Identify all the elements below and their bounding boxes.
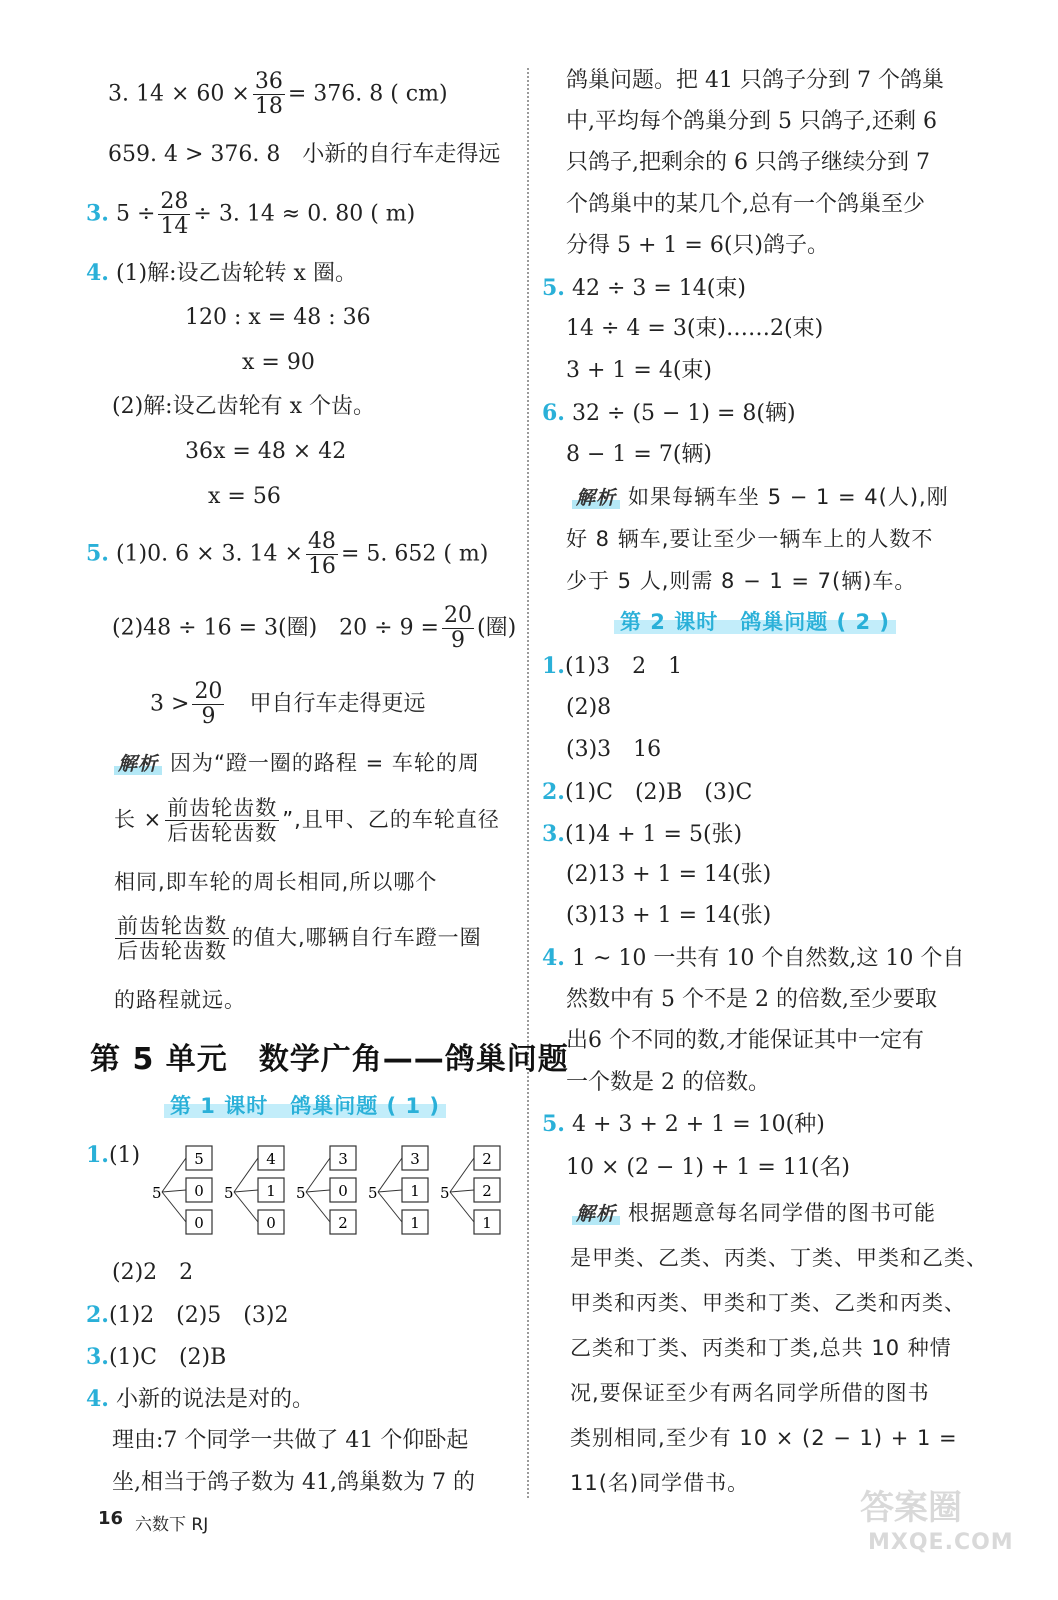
tree-branch xyxy=(234,1192,258,1222)
analysis-note: 是甲类、乙类、丙类、丁类、甲类和乙类、 xyxy=(570,1246,988,1270)
question-1: 1.(1)3 2 1 xyxy=(542,653,683,679)
tree-root-label: 5 xyxy=(296,1184,306,1202)
equation: 8 − 1 = 7(辆) xyxy=(566,442,712,467)
tree-branch xyxy=(450,1190,474,1192)
answer-line: 坐,相当于鸽子数为 41,鸽巢数为 7 的 xyxy=(112,1470,475,1495)
analysis-note: 解析 根据题意每名同学借的图书可能 xyxy=(576,1198,936,1229)
equation: 120 : x = 48 : 36 xyxy=(185,305,371,330)
tree-branch xyxy=(378,1192,402,1222)
answer-line: (2)解:设乙齿轮有 x 个齿。 xyxy=(112,394,375,419)
question-5: 5. 42 ÷ 3 = 14(束) xyxy=(542,275,746,301)
answer-line: 个鸽巢中的某几个,总有一个鸽巢至少 xyxy=(566,192,925,217)
lesson-heading: 第 2 课时 鸽巢问题 ( 2 ) xyxy=(620,606,890,636)
equation: 10 × (2 − 1) + 1 = 11(名) xyxy=(566,1155,850,1180)
column-divider xyxy=(527,68,529,1498)
analysis-note: 11(名)同学借书。 xyxy=(570,1471,750,1495)
tree-branch xyxy=(162,1158,186,1192)
analysis-note: 少于 5 人,则需 8 − 1 = 7(辆)车。 xyxy=(566,569,917,593)
tree-branch xyxy=(450,1192,474,1222)
answer-line: 只鸽子,把剩余的 6 只鸽子继续分到 7 xyxy=(566,150,930,175)
nest-count: 0 xyxy=(338,1182,348,1200)
nest-count: 0 xyxy=(266,1214,276,1232)
analysis-note: 的路程就远。 xyxy=(114,988,246,1012)
nest-count: 4 xyxy=(266,1150,276,1168)
tree-branch xyxy=(162,1192,186,1222)
question-6: 6. 32 ÷ (5 − 1) = 8(辆) xyxy=(542,400,796,426)
nest-count: 2 xyxy=(338,1214,348,1232)
book-label: 六数下 RJ xyxy=(135,1515,209,1535)
analysis-note: 解析 如果每辆车坐 5 − 1 = 4(人),刚 xyxy=(576,482,949,513)
question-3: 3.(1)4 + 1 = 5(张) xyxy=(542,821,743,847)
section-question-4: 4. 小新的说法是对的。 xyxy=(86,1386,314,1412)
nest-count: 5 xyxy=(194,1150,204,1168)
equation: (2)13 + 1 = 14(张) xyxy=(566,862,772,887)
equation: 36x = 48 × 42 xyxy=(185,439,347,464)
analysis-note: 长 × $\frac{\text{前齿轮齿数}}{\text{后齿轮齿数}}$ ”,且甲、乙的车轮直径 xyxy=(114,796,500,845)
page-number: 16 xyxy=(98,1508,124,1529)
analysis-note: 甲类和丙类、甲类和丁类、乙类和丙类、 xyxy=(570,1291,966,1315)
equation: 3 + 1 = 4(束) xyxy=(566,358,712,383)
tree-branch xyxy=(234,1190,258,1192)
tree-branch xyxy=(378,1158,402,1192)
answer-line: 理由:7 个同学一共做了 41 个仰卧起 xyxy=(112,1428,469,1453)
equation: x = 90 xyxy=(242,350,315,375)
analysis-note: 好 8 辆车,要让至少一辆车上的人数不 xyxy=(566,527,934,551)
analysis-note: 相同,即车轮的周长相同,所以哪个 xyxy=(114,870,438,894)
analysis-note: 乙类和丁类、丙类和丁类,总共 10 种情 xyxy=(570,1336,952,1360)
nest-count: 1 xyxy=(482,1214,492,1232)
answer-line: 3. 14 × 60 × $\frac{36}{18}$ = 376. 8 ( cm) xyxy=(108,69,448,119)
nest-count: 1 xyxy=(410,1182,420,1200)
tree-branch xyxy=(450,1158,474,1192)
nest-count: 1 xyxy=(266,1182,276,1200)
question-4: 4. (1)解:设乙齿轮转 x 圈。 xyxy=(86,260,357,286)
question-2: 2.(1)C (2)B (3)C xyxy=(542,779,753,805)
nest-count: 0 xyxy=(194,1214,204,1232)
analysis-note: 类别相同,至少有 10 × (2 − 1) + 1 = xyxy=(570,1426,958,1450)
answer-line: 3 > $\frac{20}{9}$ 甲自行车走得更远 xyxy=(150,679,426,729)
section-question-2: 2.(1)2 (2)5 (3)2 xyxy=(86,1302,289,1328)
equation: 14 ÷ 4 = 3(束)……2(束) xyxy=(566,316,824,341)
watermark-url: MXQE.COM xyxy=(868,1530,1014,1555)
tree-branch xyxy=(306,1190,330,1192)
tree-branch xyxy=(306,1158,330,1192)
nest-count: 1 xyxy=(410,1214,420,1232)
nest-count: 3 xyxy=(338,1150,348,1168)
tree-root-label: 5 xyxy=(224,1184,234,1202)
answer-line: 然数中有 5 个不是 2 的倍数,至少要取 xyxy=(566,987,937,1012)
watermark-logo: 答案圈 xyxy=(860,1488,962,1528)
answer-line: 鸽巢问题。把 41 只鸽子分到 7 个鸽巢 xyxy=(566,68,944,93)
nest-count: 2 xyxy=(482,1150,492,1168)
nest-count: 2 xyxy=(482,1182,492,1200)
equation: (3)13 + 1 = 14(张) xyxy=(566,903,772,928)
answer-line: (2)48 ÷ 16 = 3(圈) 20 ÷ 9 = $\frac{20}{9}$ (圈) xyxy=(112,603,517,653)
tree-branch xyxy=(306,1192,330,1222)
pigeonhole-diagram xyxy=(150,1140,520,1245)
analysis-note: 解析 因为“蹬一圈的路程 = 车轮的周 xyxy=(118,748,480,779)
answer-line: (2)8 xyxy=(566,695,612,720)
nest-count: 3 xyxy=(410,1150,420,1168)
tree-branch xyxy=(378,1190,402,1192)
question-3: 3. 5 ÷ $\frac{28}{14}$ ÷ 3. 14 ≈ 0. 80 ( m) xyxy=(86,189,416,239)
answer-line: (3)3 16 xyxy=(566,737,662,762)
question-5: 5. 4 + 3 + 2 + 1 = 10(种) xyxy=(542,1111,825,1137)
unit-title: 第 5 单元 数学广角——鸽巢问题 xyxy=(90,1042,569,1077)
answer-line: 分得 5 + 1 = 6(只)鸽子。 xyxy=(566,233,829,258)
section-question-3: 3.(1)C (2)B xyxy=(86,1344,227,1370)
analysis-note: $\frac{\text{前齿轮齿数}}{\text{后齿轮齿数}}$ 的值大,哪辆自行车蹬一圈 xyxy=(117,914,482,963)
lesson-heading: 第 1 课时 鸽巢问题 ( 1 ) xyxy=(170,1090,440,1120)
answer-line: 出6 个不同的数,才能保证其中一定有 xyxy=(566,1028,924,1053)
section-question-1: 1.(1) xyxy=(86,1142,141,1168)
tree-root-label: 5 xyxy=(440,1184,450,1202)
tree-branch xyxy=(162,1190,186,1192)
question-5: 5. (1)0. 6 × 3. 14 × $\frac{48}{16}$ = 5. 652 ( m) xyxy=(86,529,489,579)
answer-line: 中,平均每个鸽巢分到 5 只鸽子,还剩 6 xyxy=(566,109,937,134)
answer-line: 659. 4 > 376. 8 小新的自行车走得远 xyxy=(108,142,501,167)
answer-line: (2)2 2 xyxy=(112,1260,194,1285)
tree-root-label: 5 xyxy=(152,1184,162,1202)
question-4: 4. 1 ~ 10 一共有 10 个自然数,这 10 个自 xyxy=(542,945,965,971)
tree-branch xyxy=(234,1158,258,1192)
tree-root-label: 5 xyxy=(368,1184,378,1202)
nest-count: 0 xyxy=(194,1182,204,1200)
answer-line: 一个数是 2 的倍数。 xyxy=(566,1070,770,1095)
analysis-note: 况,要保证至少有两名同学所借的图书 xyxy=(570,1381,930,1405)
equation: x = 56 xyxy=(208,484,281,509)
